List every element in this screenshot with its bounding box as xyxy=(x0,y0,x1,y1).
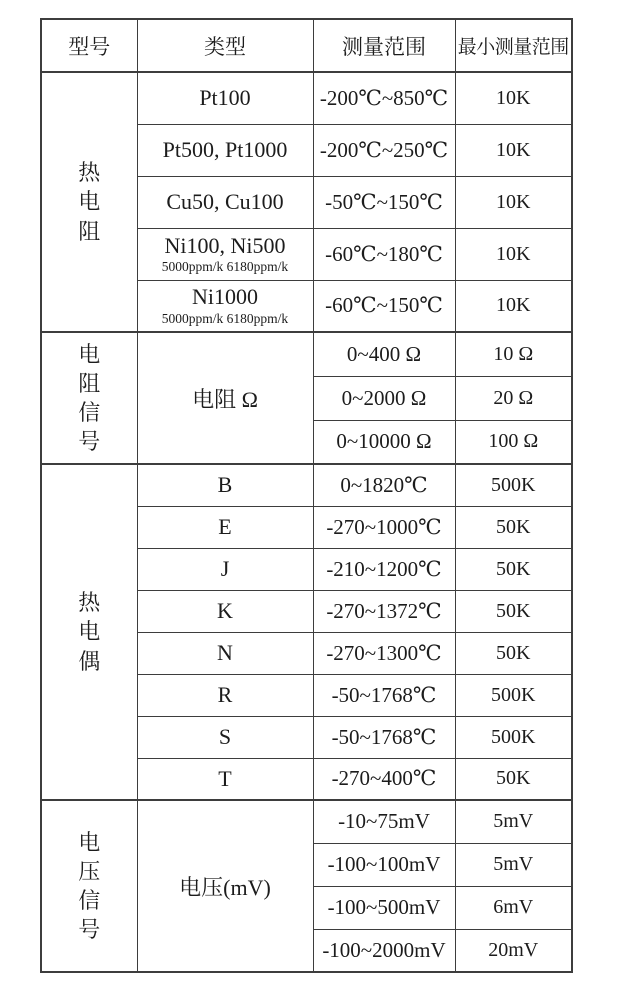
table-row xyxy=(41,800,572,843)
type-label: Ni100, Ni500 xyxy=(164,232,286,258)
min-range-cell: 6mV xyxy=(455,886,572,929)
range-cell: -100~2000mV xyxy=(313,929,455,972)
model-group-voltage xyxy=(41,800,137,972)
table-header-row xyxy=(41,19,572,72)
min-range-cell: 10K xyxy=(455,72,572,124)
range-cell: -10~75mV xyxy=(313,800,455,843)
min-range-cell: 20 Ω xyxy=(455,376,572,420)
type-cell xyxy=(137,228,313,280)
sensor-spec-table xyxy=(40,18,573,973)
range-cell: -50~1768℃ xyxy=(313,674,455,716)
type-cell: S xyxy=(137,716,313,758)
header-model: 型号 xyxy=(41,19,137,72)
type-cell: E xyxy=(137,506,313,548)
min-range-cell: 50K xyxy=(455,506,572,548)
model-group-label: 热电阻 xyxy=(78,160,101,244)
type-cell: N xyxy=(137,632,313,674)
range-cell: 0~1820℃ xyxy=(313,464,455,506)
table-row xyxy=(41,72,572,124)
model-group-label: 电阻信号 xyxy=(78,341,101,455)
type-cell: B xyxy=(137,464,313,506)
min-range-cell: 10 Ω xyxy=(455,332,572,376)
range-cell: 0~10000 Ω xyxy=(313,420,455,464)
range-cell: -100~100mV xyxy=(313,843,455,886)
range-cell: -210~1200℃ xyxy=(313,548,455,590)
model-group-thermocouple xyxy=(41,464,137,800)
range-cell: -60℃~180℃ xyxy=(313,228,455,280)
range-cell: -270~1300℃ xyxy=(313,632,455,674)
type-label: Ni1000 xyxy=(192,284,258,310)
header-range: 测量范围 xyxy=(313,19,455,72)
range-cell: -100~500mV xyxy=(313,886,455,929)
model-group-rtd xyxy=(41,72,137,332)
range-cell: -50~1768℃ xyxy=(313,716,455,758)
table-row xyxy=(41,464,572,506)
table-row xyxy=(41,332,572,376)
model-group-label: 电压信号 xyxy=(78,829,101,943)
type-cell: R xyxy=(137,674,313,716)
range-cell: -200℃~250℃ xyxy=(313,124,455,176)
type-cell: Pt100 xyxy=(137,72,313,124)
min-range-cell: 10K xyxy=(455,280,572,332)
type-note: 5000ppm/k 6180ppm/k xyxy=(161,258,289,274)
header-min-range: 最小测量范围 xyxy=(455,19,572,72)
min-range-cell: 10K xyxy=(455,176,572,228)
min-range-cell: 10K xyxy=(455,228,572,280)
min-range-cell: 5mV xyxy=(455,843,572,886)
header-type: 类型 xyxy=(137,19,313,72)
min-range-cell: 500K xyxy=(455,674,572,716)
spec-table-container xyxy=(40,18,640,973)
min-range-cell: 10K xyxy=(455,124,572,176)
type-cell: K xyxy=(137,590,313,632)
type-cell: Pt500, Pt1000 xyxy=(137,124,313,176)
range-cell: 0~2000 Ω xyxy=(313,376,455,420)
min-range-cell: 500K xyxy=(455,464,572,506)
type-cell: T xyxy=(137,758,313,800)
type-cell: 电阻 Ω xyxy=(137,332,313,464)
type-cell: 电压(mV) xyxy=(137,800,313,972)
range-cell: -60℃~150℃ xyxy=(313,280,455,332)
min-range-cell: 500K xyxy=(455,716,572,758)
range-cell: -200℃~850℃ xyxy=(313,72,455,124)
min-range-cell: 50K xyxy=(455,758,572,800)
range-cell: -270~1372℃ xyxy=(313,590,455,632)
range-cell: -270~400℃ xyxy=(313,758,455,800)
min-range-cell: 50K xyxy=(455,548,572,590)
range-cell: -270~1000℃ xyxy=(313,506,455,548)
min-range-cell: 50K xyxy=(455,590,572,632)
min-range-cell: 5mV xyxy=(455,800,572,843)
type-cell: J xyxy=(137,548,313,590)
type-note: 5000ppm/k 6180ppm/k xyxy=(161,310,289,326)
type-cell xyxy=(137,280,313,332)
type-cell: Cu50, Cu100 xyxy=(137,176,313,228)
model-group-resistance xyxy=(41,332,137,464)
model-group-label: 热电偶 xyxy=(78,590,101,674)
range-cell: -50℃~150℃ xyxy=(313,176,455,228)
min-range-cell: 20mV xyxy=(455,929,572,972)
range-cell: 0~400 Ω xyxy=(313,332,455,376)
min-range-cell: 100 Ω xyxy=(455,420,572,464)
min-range-cell: 50K xyxy=(455,632,572,674)
